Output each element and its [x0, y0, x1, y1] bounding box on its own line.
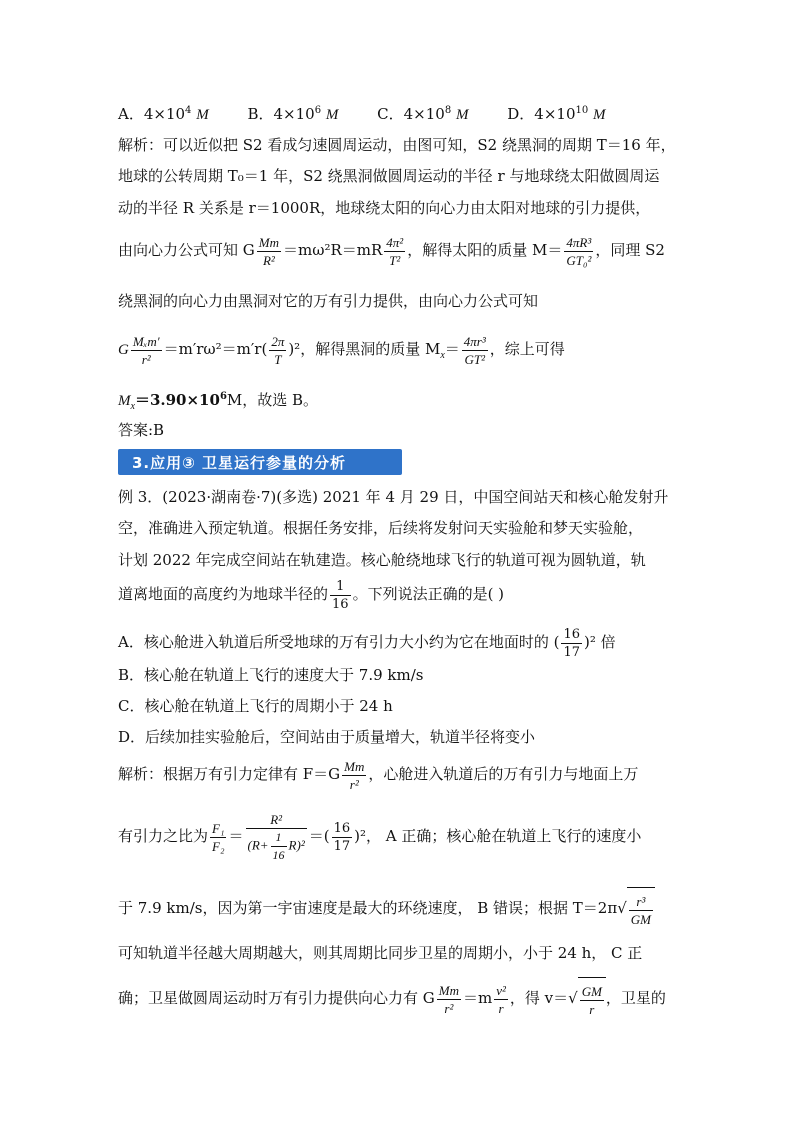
example3-line3: 计划 2022 年完成空间站在轨建造。核心舱绕地球飞行的轨道可视为圆轨道，轨: [118, 551, 646, 569]
fraction-v2-r: $\frac{\text{v²}}{r}$: [496, 982, 506, 1016]
prev-question-options: [118, 101, 640, 125]
example3-line2: 空，准确进入预定轨道。根据任务安排，后续将发射问天实验舱和梦天实验舱，: [118, 519, 644, 537]
analysis3-line3: 于 7.9 km/s，因为第一宇宙速度是最大的环绕速度， B 错误；根据 T＝2π√ $\frac{\text{r³}}{GM}$: [118, 886, 655, 932]
answer-label: 答案:B: [118, 421, 165, 439]
fraction-blackhole-mass: $\frac{\text{4πr³}}{\text{GT²}}$: [463, 333, 486, 367]
example3-line1: 例 3．(2023·湖南卷·7)(多选) 2021 年 4 月 29 日，中国空间站天和核心舱发射升: [118, 488, 669, 506]
analysis1-line7: $M_x=3.90\times 10^6M$，故选 B。: [118, 391, 319, 412]
fraction-2pi-t: $\frac{2\pi}{T}$: [271, 333, 285, 367]
fraction-16-17-b: $\frac{16}{17}$: [333, 820, 351, 854]
analysis1-line6: G Mₓm′ r² ＝m′rω²＝m′r( $\frac{2\pi}{T}$ )²，解得黑洞的质量 $M_x=$ $\frac{\text{4πr³}}{\text{GT²}}$ ，综上可得: [118, 333, 565, 367]
analysis1-line2: 地球的公转周期 T₀＝1 年，S2 绕黑洞做圆周运动的半径 r 与地球绕太阳做圆周运: [118, 167, 660, 185]
fraction-f1-f2: $\frac{\text{F₁}}{\text{F₂}}$: [212, 820, 225, 854]
fraction-mxm-r2: Mₓm′ r²: [132, 333, 160, 367]
section-banner: [118, 449, 402, 475]
analysis3-line2: 有引力之比为 $\frac{\text{F₁}}{\text{F₂}}$ ＝ R² (R+ $\frac{1}{16}$ R)² ＝( $\frac{16}{17}$ )²， A 正确；核心舱在轨道上飞行的速度小: [118, 811, 642, 862]
analysis3-line4: 可知轨道半径越大周期越大，则其周期比同步卫星的周期小，小于 24 h， C 正: [118, 944, 643, 962]
sqrt-r3-gm: √ $\frac{\text{r³}}{GM}$: [617, 886, 655, 932]
analysis1-line3: 动的半径 R 关系是 r＝1000R，地球绕太阳的向心力由太阳对地球的引力提供，: [118, 199, 651, 217]
fraction-4pi2-t2: $\frac{\text{4π²}}{\text{T²}}$: [386, 234, 404, 268]
analysis1-line1: 解析：可以近似把 S2 看成匀速圆周运动，由图可知，S2 绕黑洞的周期 T＝16 年，: [118, 136, 676, 154]
fraction-mm-r2-b: $\frac{Mm}{\text{r²}}$: [344, 758, 365, 792]
example3-option-b: B．核心舱在轨道上飞行的速度大于 7.9 km/s: [118, 666, 424, 684]
analysis3-line5: 确；卫星做圆周运动时万有引力提供向心力有 G $\frac{Mm}{\text{r²}}$ ＝m $\frac{\text{v²}}{r}$ ，得 v＝√ $\frac{GM}{r}$ ，卫星的: [118, 976, 666, 1022]
example3-option-d: D．后续加挂实验舱后，空间站由于质量增大，轨道半径将变小: [118, 728, 536, 746]
analysis1-line4: 由向心力公式可知 G $\frac{Mm}{\text{R²}}$ ＝mω²R＝mR $\frac{\text{4π²}}{\text{T²}}$ ，解得太阳的质量 M＝ $\frac{\text{4πR³}}{\text{GT₀²}}$ ，同理 S2: [118, 234, 665, 268]
option-b: B．$4\times 10^6$ M: [247, 105, 339, 123]
option-c: C．$4\times 10^8$ M: [377, 105, 469, 123]
fraction-1-16: $\frac{1}{16}$: [332, 578, 349, 612]
fraction-16-17: $\frac{16}{17}$: [563, 626, 581, 660]
fraction-ratio: R² (R+ $\frac{1}{16}$ R)²: [247, 811, 305, 862]
option-a: A．$4\times 10^4$ M: [118, 105, 209, 123]
fraction-mm-r2: $\frac{Mm}{\text{R²}}$: [258, 234, 279, 268]
section-title: 3.应用③ 卫星运行参量的分析: [132, 454, 347, 472]
fraction-mm-r2-c: $\frac{Mm}{\text{r²}}$: [438, 982, 459, 1016]
fraction-sun-mass: $\frac{\text{4πR³}}{\text{GT₀²}}$: [566, 234, 592, 268]
example3-option-c: C．核心舱在轨道上飞行的周期小于 24 h: [118, 697, 393, 715]
analysis3-line1: 解析：根据万有引力定律有 F＝G $\frac{Mm}{\text{r²}}$ ，心舱进入轨道后的万有引力与地面上万: [118, 758, 639, 792]
option-d: D．$4\times 10^{10}$ M: [507, 105, 606, 123]
example3-line4: 道离地面的高度约为地球半径的 $\frac{1}{16}$ 。下列说法正确的是( ): [118, 578, 505, 612]
example3-option-a: A．核心舱进入轨道后所受地球的万有引力大小约为它在地面时的 ( $\frac{16}{17}$ )² 倍: [118, 626, 616, 660]
sqrt-gm-r: √ $\frac{GM}{r}$: [568, 976, 606, 1022]
analysis1-line5: 绕黑洞的向心力由黑洞对它的万有引力提供，由向心力公式可知: [118, 292, 539, 310]
